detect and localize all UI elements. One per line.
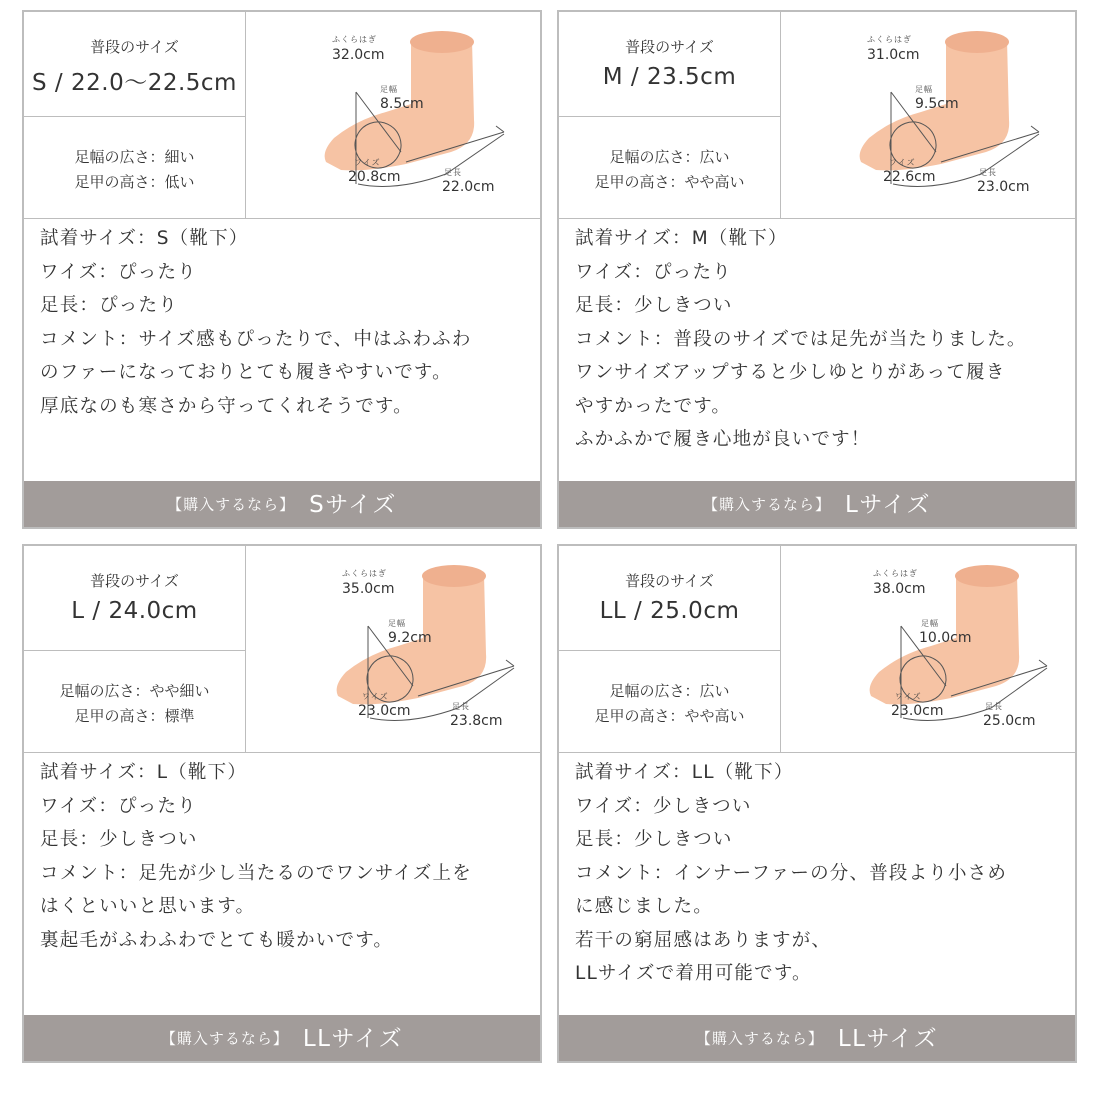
- foot-attributes-box: [24, 651, 246, 752]
- calf-label: ふくらはぎ: [867, 35, 912, 44]
- card-header: [24, 546, 540, 753]
- foot-length-value: 23.0cm: [977, 179, 1030, 195]
- recommend-size: LLサイズ: [302, 1025, 404, 1052]
- wise-label: ワイズ: [895, 692, 922, 701]
- review-line: コメント：インナーファーの分、普段より小さめ: [575, 862, 1008, 884]
- card-header: [559, 12, 1075, 219]
- review-line: ワイズ：ぴったり: [575, 261, 732, 283]
- usual-size-label: 普段のサイズ: [90, 38, 179, 56]
- wise-label: ワイズ: [889, 158, 916, 167]
- review-line: のファーになっておりとても履きやすいです。: [40, 362, 452, 383]
- instep-height-attribute: 足甲の高さ：やや高い: [594, 707, 745, 725]
- calf-label: ふくらはぎ: [342, 569, 387, 578]
- review-card-m: [557, 10, 1077, 529]
- review-line: に感じました。: [575, 896, 713, 917]
- review-line: ワイズ：ぴったり: [40, 261, 197, 283]
- usual-size-value: LL / 25.0cm: [599, 598, 740, 624]
- usual-size-value: L / 24.0cm: [71, 598, 198, 624]
- usual-size-box: [559, 12, 781, 117]
- recommend-label: 【購入するなら】: [695, 1029, 824, 1048]
- review-card-s: [22, 10, 542, 529]
- recommended-size-banner: [559, 1015, 1075, 1061]
- review-line: ワイズ：ぴったり: [40, 795, 197, 817]
- calf-value: 32.0cm: [332, 47, 385, 63]
- wise-value: 22.6cm: [883, 169, 936, 185]
- recommended-size-banner: [24, 1015, 540, 1061]
- review-text: [575, 222, 1070, 457]
- review-line: 足長：少しきつい: [40, 829, 198, 850]
- instep-height-attribute: 足甲の高さ：標準: [74, 707, 195, 725]
- usual-size-label: 普段のサイズ: [625, 38, 714, 56]
- foot-illustration: [246, 12, 540, 218]
- instep-height-attribute: 足甲の高さ：低い: [74, 173, 195, 191]
- review-card-ll: [557, 544, 1077, 1063]
- review-line: はくといいと思います。: [40, 896, 256, 917]
- foot-width-value: 10.0cm: [919, 630, 972, 646]
- usual-size-box: [559, 546, 781, 651]
- recommend-size: LLサイズ: [837, 1025, 939, 1052]
- wise-value: 23.0cm: [891, 703, 944, 719]
- review-line: 厚底なのも寒さから守ってくれそうです。: [40, 395, 413, 417]
- foot-measurement-diagram: [781, 12, 1075, 218]
- foot-attributes-box: [559, 651, 781, 752]
- review-line: コメント：普段のサイズでは足先が当たりました。: [575, 328, 1027, 350]
- card-header: [559, 546, 1075, 753]
- wise-value: 23.0cm: [358, 703, 411, 719]
- foot-length-value: 23.8cm: [450, 713, 503, 729]
- foot-width-attribute: 足幅の広さ：細い: [74, 148, 195, 166]
- review-line: コメント：足先が少し当たるのでワンサイズ上を: [40, 862, 472, 884]
- foot-length-label: 足長: [979, 168, 997, 177]
- foot-illustration: [781, 12, 1075, 218]
- foot-width-label: 足幅: [921, 619, 939, 628]
- usual-size-label: 普段のサイズ: [625, 572, 714, 590]
- calf-value: 31.0cm: [867, 47, 920, 63]
- review-text: [40, 756, 535, 957]
- review-card-l: [22, 544, 542, 1063]
- review-line: ワンサイズアップすると少しゆとりがあって履き: [575, 362, 1006, 383]
- foot-attributes-box: [24, 117, 246, 218]
- usual-size-label: 普段のサイズ: [90, 572, 179, 590]
- wise-value: 20.8cm: [348, 169, 401, 185]
- foot-length-label: 足長: [444, 168, 462, 177]
- foot-measurement-diagram: [246, 12, 540, 218]
- calf-label: ふくらはぎ: [332, 35, 377, 44]
- review-line: LLサイズで着用可能です。: [575, 963, 812, 984]
- wise-label: ワイズ: [354, 158, 381, 167]
- recommend-size: Lサイズ: [845, 491, 931, 518]
- review-line: 試着サイズ：S（靴下）: [40, 228, 249, 249]
- recommend-size: Sサイズ: [309, 491, 397, 518]
- foot-width-attribute: 足幅の広さ：やや細い: [59, 682, 210, 700]
- usual-size-value: S / 22.0〜22.5cm: [32, 70, 237, 96]
- review-line: 足長：ぴったり: [40, 295, 178, 316]
- usual-size-box: [24, 12, 246, 117]
- foot-length-value: 25.0cm: [983, 713, 1036, 729]
- foot-width-value: 9.5cm: [915, 96, 959, 112]
- foot-length-label: 足長: [985, 702, 1003, 711]
- recommend-label: 【購入するなら】: [167, 495, 296, 514]
- card-header: [24, 12, 540, 219]
- review-line: 裏起毛がふわふわでとても暖かいです。: [40, 929, 394, 951]
- instep-height-attribute: 足甲の高さ：やや高い: [594, 173, 745, 191]
- review-line: 足長：少しきつい: [575, 295, 733, 316]
- calf-label: ふくらはぎ: [873, 569, 918, 578]
- foot-length-value: 22.0cm: [442, 179, 495, 195]
- foot-measurement-diagram: [246, 546, 540, 752]
- foot-width-attribute: 足幅の広さ：広い: [609, 148, 730, 166]
- usual-size-value: M / 23.5cm: [602, 64, 737, 90]
- review-line: 試着サイズ：L（靴下）: [40, 762, 248, 783]
- foot-width-attribute: 足幅の広さ：広い: [609, 682, 730, 700]
- review-line: ワイズ：少しきつい: [575, 795, 752, 817]
- recommend-label: 【購入するなら】: [703, 495, 832, 514]
- recommended-size-banner: [559, 481, 1075, 527]
- review-line: 足長：少しきつい: [575, 829, 733, 850]
- recommend-label: 【購入するなら】: [160, 1029, 289, 1048]
- calf-value: 38.0cm: [873, 581, 926, 597]
- usual-size-box: [24, 546, 246, 651]
- recommended-size-banner: [24, 481, 540, 527]
- foot-width-value: 9.2cm: [388, 630, 432, 646]
- foot-width-label: 足幅: [915, 85, 933, 94]
- foot-width-label: 足幅: [388, 619, 406, 628]
- review-line: 試着サイズ：M（靴下）: [575, 228, 788, 249]
- review-text: [575, 756, 1070, 991]
- wise-label: ワイズ: [362, 692, 389, 701]
- foot-attributes-box: [559, 117, 781, 218]
- foot-measurement-diagram: [781, 546, 1075, 752]
- review-line: コメント：サイズ感もぴったりで、中はふわふわ: [40, 328, 472, 350]
- review-line: やすかったです。: [575, 395, 732, 417]
- calf-value: 35.0cm: [342, 581, 395, 597]
- foot-length-label: 足長: [452, 702, 470, 711]
- review-line: ふかふかで履き心地が良いです！: [575, 429, 871, 450]
- review-line: 試着サイズ：LL（靴下）: [575, 762, 794, 783]
- review-text: [40, 222, 535, 423]
- foot-width-value: 8.5cm: [380, 96, 424, 112]
- review-line: 若干の窮屈感はありますが、: [575, 929, 832, 951]
- foot-width-label: 足幅: [380, 85, 398, 94]
